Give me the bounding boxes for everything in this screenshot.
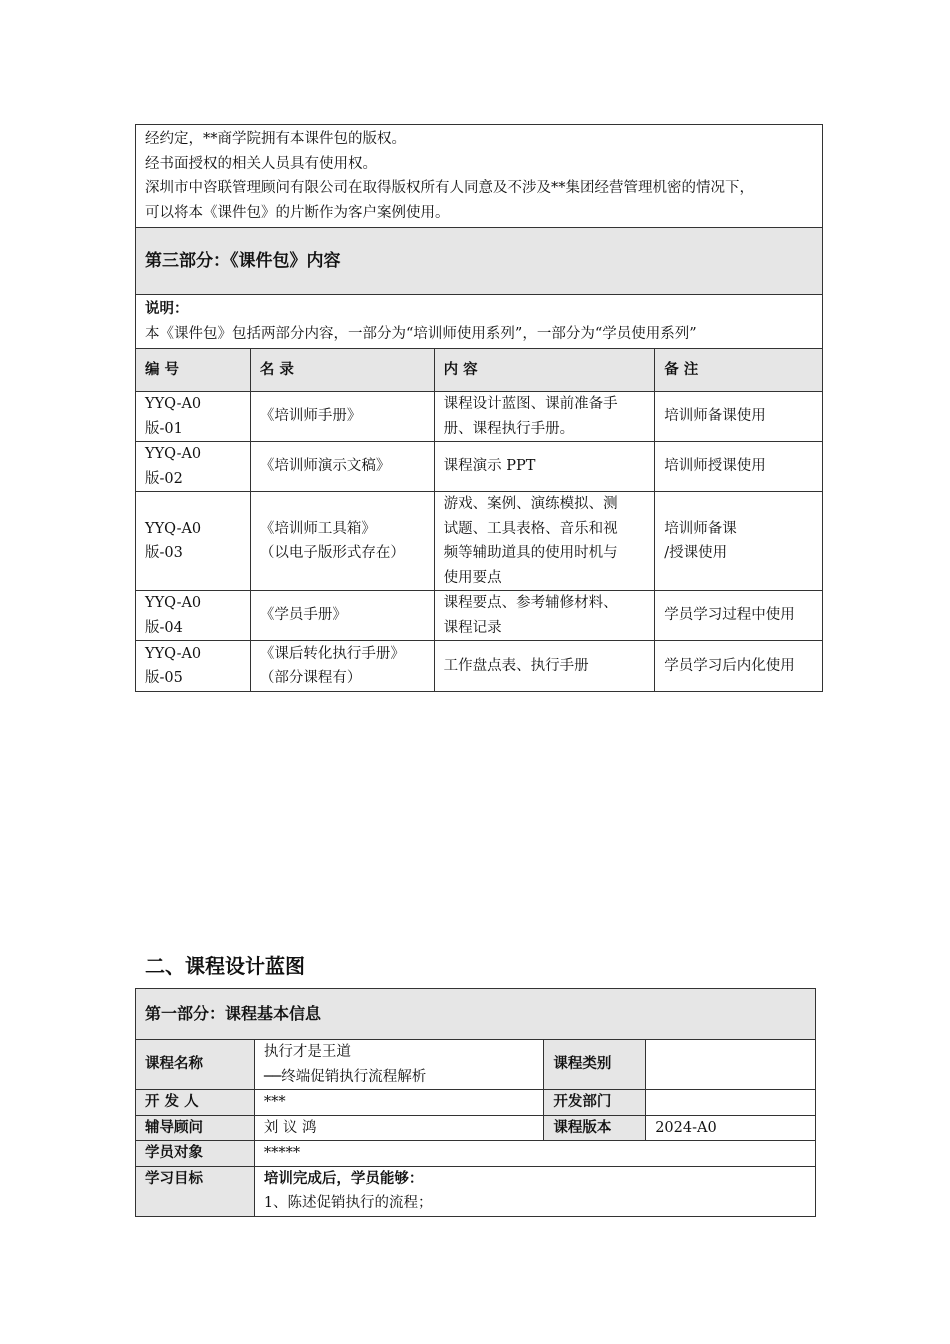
advisor-label: 辅导顾问 — [136, 1115, 255, 1141]
note-label: 说明： — [145, 300, 189, 317]
table-row — [136, 492, 823, 591]
row-content: 工作盘点表、执行手册 — [434, 641, 655, 692]
table-row — [136, 591, 823, 641]
row-code: YYQ-A0 版-01 — [136, 392, 251, 442]
table-row — [136, 442, 823, 492]
goal-item: 1、陈述促销执行的流程； — [263, 1195, 433, 1211]
row-content: 课程要点、参考辅修材料、 课程记录 — [434, 591, 655, 641]
course-type-value — [646, 1040, 816, 1090]
row-note: 培训师授课使用 — [655, 442, 823, 492]
usage-line: 深圳市中咨联管理顾问有限公司在取得版权所有人同意及不涉及**集团经营管理机密的情况下， — [145, 180, 754, 196]
header-code: 编 号 — [136, 349, 251, 392]
row-name: 《培训师演示文稿》 — [250, 442, 434, 492]
row-code: YYQ-A0 版-04 — [136, 591, 251, 641]
goal-value — [254, 1166, 815, 1216]
goal-intro: 培训完成后，学员能够： — [263, 1169, 424, 1187]
row-content: 课程演示 PPT — [434, 442, 655, 492]
part3-title: 第三部分：《课件包》内容 — [136, 228, 823, 295]
course-info-table — [135, 988, 816, 1217]
version-value: 2024-A0 — [646, 1115, 816, 1141]
row-name: 《培训师工具箱》 （以电子版形式存在） — [250, 492, 434, 591]
row-note: 培训师备课 /授课使用 — [655, 492, 823, 591]
part3-note — [136, 295, 823, 349]
advisor-value: 刘 议 鸿 — [254, 1115, 544, 1141]
table-row — [136, 641, 823, 692]
version-label: 课程版本 — [544, 1115, 646, 1141]
header-name: 名 录 — [250, 349, 434, 392]
developer-label: 开 发 人 — [136, 1090, 255, 1116]
dev-dept-value — [646, 1090, 816, 1116]
table-row — [136, 392, 823, 442]
row-name: 《学员手册》 — [250, 591, 434, 641]
row-content: 游戏、案例、演练模拟、测 试题、工具表格、音乐和视 频等辅助道具的使用时机与 使用要点 — [434, 492, 655, 591]
authorization-line: 经书面授权的相关人员具有使用权。 — [145, 155, 377, 172]
row-note: 学员学习后内化使用 — [655, 641, 823, 692]
developer-value: *** — [254, 1090, 544, 1116]
part1-title: 第一部分：课程基本信息 — [136, 989, 816, 1040]
row-note: 学员学习过程中使用 — [655, 591, 823, 641]
dev-dept-label: 开发部门 — [544, 1090, 646, 1116]
row-code: YYQ-A0 版-02 — [136, 442, 251, 492]
section-heading: 二、课程设计蓝图 — [145, 954, 305, 978]
row-content: 课程设计蓝图、课前准备手 册、课程执行手册。 — [434, 392, 655, 442]
audience-value: ***** — [254, 1141, 815, 1167]
course-name-label: 课程名称 — [136, 1040, 255, 1090]
row-name: 《培训师手册》 — [250, 392, 434, 442]
header-note: 备 注 — [655, 349, 823, 392]
row-code: YYQ-A0 版-03 — [136, 492, 251, 591]
goal-label: 学习目标 — [136, 1166, 255, 1216]
courseware-content-table — [135, 124, 823, 692]
usage-line-cont: 可以将本《课件包》的片断作为客户案例使用。 — [145, 204, 450, 221]
copyright-notes — [136, 125, 823, 228]
row-name: 《课后转化执行手册》 （部分课程有） — [250, 641, 434, 692]
copyright-line: 经约定，**商学院拥有本课件包的版权。 — [145, 131, 406, 147]
header-content: 内 容 — [434, 349, 655, 392]
audience-label: 学员对象 — [136, 1141, 255, 1167]
row-code: YYQ-A0 版-05 — [136, 641, 251, 692]
note-text: 本《课件包》包括两部分内容，一部分为“培训师使用系列”，一部分为“学员使用系列” — [145, 325, 697, 342]
course-type-label: 课程类别 — [544, 1040, 646, 1090]
course-name-value: 执行才是王道 ──终端促销执行流程解析 — [254, 1040, 544, 1090]
row-note: 培训师备课使用 — [655, 392, 823, 442]
